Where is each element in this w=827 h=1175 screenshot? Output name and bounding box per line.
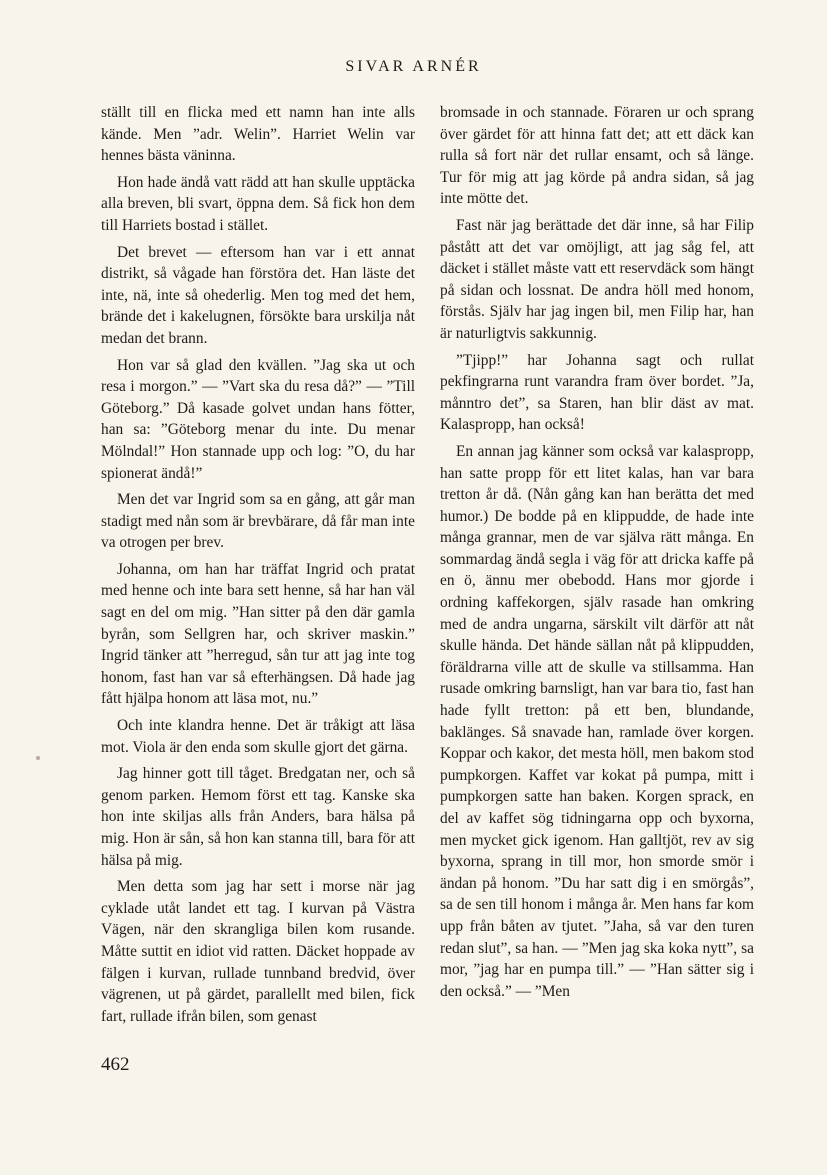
page-number: 462 bbox=[101, 1054, 130, 1075]
paragraph: Johanna, om han har träffat Ingrid och pratat med henne och inte bara sett henne, så har han väl sagt en del om mig. ”Han sitter på den där gamla byrån, som Sellgren har, och skriver maskin.” Ingrid tänker att ”herregud, sån tur att jag inte tog honom, fast han var så efterhängsen. Då hade jag fått hjälpa honom att läsa mot, nu.” bbox=[101, 560, 415, 708]
paragraph: Och inte klandra henne. Det är tråkigt att läsa mot. Viola är den enda som skulle gjort det gärna. bbox=[101, 717, 415, 756]
paragraph: Jag hinner gott till tåget. Bredgatan ner, och så genom parken. Hemom först ett tag. Kanske ska hon inte skiljas alls från Anders, bara hälsa på mig. Hon är sån, så hon kan stanna till, bara för att hälsa på mig. bbox=[101, 765, 415, 869]
paragraph: Det brevet — eftersom han var i ett annat distrikt, så vågade han förstöra det. Han läste det inte, nä, inte så ohederlig. Men tog med det hem, brände det i kakelugnen, försökte bara urskilja nåt medan det brann. bbox=[101, 243, 415, 347]
paragraph: Men detta som jag har sett i morse när jag cyklade utåt landet ett tag. I kurvan på Västra Vägen, när den skrangliga bilen kom rusande. Måtte suttit en idiot vid ratten. Däcket hoppade av fälgen i kurvan, rullade tunnband bredvid, över vägrenen, ut på gärdet, parallellt med bilen, fick fart, rullade ifrån bilen, som genast bbox=[101, 878, 415, 1025]
paragraph: Men det var Ingrid som sa en gång, att går man stadigt med nån som är brevbärare, då får man inte va otrogen per brev. bbox=[101, 491, 415, 552]
paper-speck bbox=[36, 756, 40, 760]
left-column bbox=[101, 102, 415, 1032]
paragraph: bromsade in och stannade. Föraren ur och sprang över gärdet för att hinna fatt det; att ett däck kan rulla så fort när det rullar ensamt, och så länge. Tur för mig att jag körde på andra sidan, så jag inte mötte det. bbox=[440, 104, 754, 208]
right-column bbox=[440, 102, 754, 1007]
paragraph: ”Tjipp!” har Johanna sagt och rullat pekfingrarna runt varandra fram över bordet. ”Ja, månntro det”, sa Staren, han blir däst av mat. Kalaspropp, han också! bbox=[440, 351, 754, 434]
running-header: SIVAR ARNÉR bbox=[345, 58, 482, 75]
paragraph: ställt till en flicka med ett namn han inte alls kände. Men ”adr. Welin”. Harriet Welin var hennes bästa väninna. bbox=[101, 104, 415, 165]
paragraph: Fast när jag berättade det där inne, så har Filip påstått att det var omöjligt, att jag såg fel, att däcket i stället måste vatt ett reservdäck som hängt på sidan och lossnat. De andra höll med honom, förstås. Själv har jag ingen bil, men Filip har, han är naturligtvis sakkunnig. bbox=[440, 216, 754, 342]
paragraph: Hon var så glad den kvällen. ”Jag ska ut och resa i morgon.” — ”Vart ska du resa då?” — ”Till Göteborg.” Då kasade golvet undan hans fötter, han sa: ”Göteborg menar du inte. Du menar Mölndal!” Hon stannade upp och log: ”O, du har spionerat ändå!” bbox=[101, 356, 415, 482]
paragraph: En annan jag känner som också var kalaspropp, han satte propp för ett litet kalas, han var bara tretton år då. (Nån gång kan han berätta det med humor.) De bodde på en klippudde, de hade inte många grannar, men de var själva rätt många. En sommardag ändå segla i väg för att dricka kaffe på en ö, ännu mer obebodd. Hans mor gjorde i ordning kaffekorgen, själv rasade han omkring med de andra ungarna, särskilt vilt därför att nåt skulle hända. Det hände sällan nåt på klippudden, föräldrarna ville att de skulle va stillsamma. Han rusade omkring barnsligt, han var bara tio, fast han hade fyllt tretton: på ett ben, blundande, baklänges. Så snavade han, ramlade över korgen. Koppar och kakor, det mesta höll, men bakom stod pumpkorgen. Kaffet var kokat på pumpa, mitt i pumpkorgen satte han baken. Korgen sprack, en del av kaffet sög tidningarna opp och byxorna, men mycket gick igenom. Han galltjöt, rev av sig byxorna, sprang in till mor, hon smorde smör i ändan på honom. ”Du har satt dig i en smörgås”, sa de sen till honom i många år. Men hans far kom upp från båten av tjutet. ”Jaha, så var den turen redan slut”, sa han. — ”Men jag ska koka nytt”, sa mor, ”jag har en pumpa till.” — ”Han sätter sig i den också.” — ”Men bbox=[440, 442, 754, 1000]
paragraph: Hon hade ändå vatt rädd att han skulle upptäcka alla breven, bli svart, öppna dem. Så fick hon dem till Harriets bostad i stället. bbox=[101, 173, 415, 234]
